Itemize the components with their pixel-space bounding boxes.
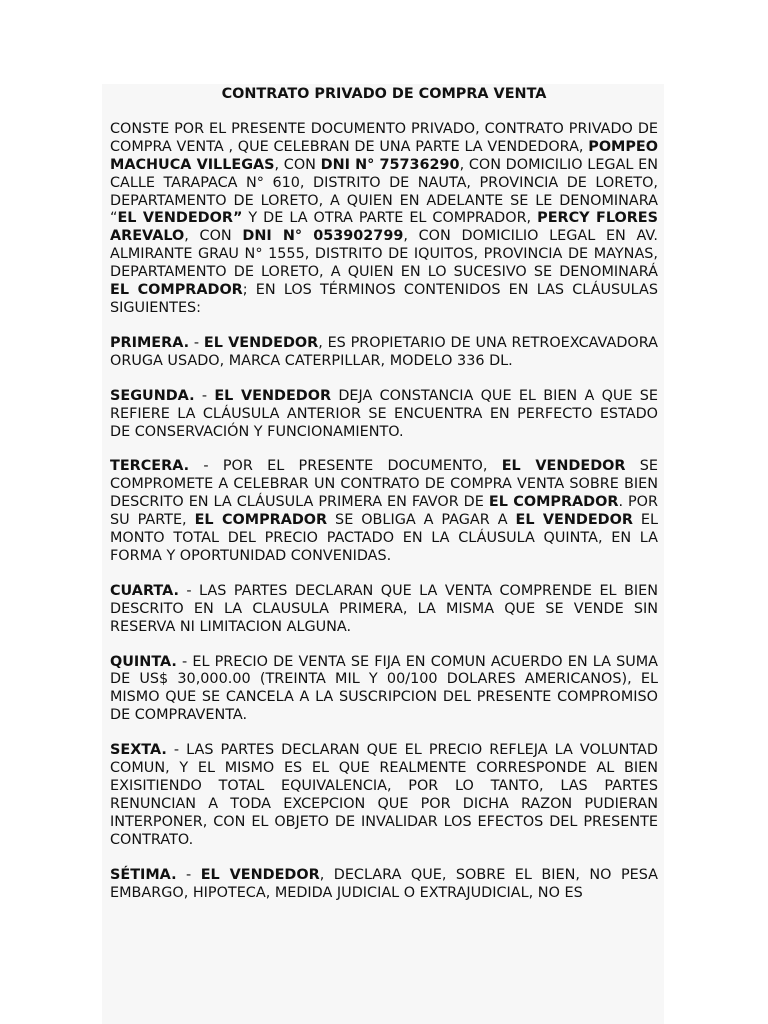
- text-run: , CON: [274, 156, 321, 173]
- text-run: . POR SU PARTE,: [110, 494, 659, 529]
- bold-text-run: SEXTA.: [110, 742, 167, 759]
- text-run: - LAS PARTES DECLARAN QUE EL PRECIO REFLEJA LA VOLUNTAD COMUN, Y EL MISMO ES EL QUE REALMENTE CORRESPONDE AL BIEN EXISITIENDO TOTAL EQUIVALENCIA, POR LO TANTO, LAS PARTES RENUNCIAN A TODA EXCEPCION QUE POR DICHA RAZON PUDIERAN INTERPONER, CON EL OBJETO DE INVALIDAR LOS EFECTOS DEL PRESENTE CONTRATO.: [110, 742, 658, 848]
- text-run: -: [194, 387, 215, 404]
- document-title: CONTRATO PRIVADO DE COMPRA VENTA: [221, 86, 547, 102]
- bold-text-run: EL VENDEDOR”: [117, 210, 243, 227]
- document-body: [110, 86, 658, 919]
- clause-primera: [110, 335, 658, 371]
- bold-text-run: QUINTA.: [110, 653, 177, 670]
- bold-text-run: EL COMPRADOR: [194, 512, 328, 529]
- bold-text-run: POMPEO MACHUCA VILLEGAS: [110, 138, 658, 173]
- clause-cuarta: [110, 583, 658, 637]
- text-run: - EL PRECIO DE VENTA SE FIJA EN COMUN ACUERDO EN LA SUMA DE US$ 30,000.00 (TREINTA MIL Y 00/100 DOLARES AMERICANOS), EL MISMO QUE SE CANCELA A LA SUSCRIPCION DEL PRESENTE COMPROMISO DE COMPRAVENTA.: [110, 653, 658, 724]
- text-run: , CON DOMICILIO LEGAL EN CALLE TARAPACA N° 610, DISTRITO DE NAUTA, PROVINCIA DE LORETO, DEPARTAMENTO DE LORETO, A QUIEN EN ADELANTE SE LE DENOMINARA “: [110, 156, 658, 227]
- bold-text-run: EL VENDEDOR: [203, 334, 319, 351]
- text-run: ; EN LOS TÉRMINOS CONTENIDOS EN LAS CLÁUSULAS SIGUIENTES:: [110, 282, 658, 316]
- bold-text-run: DNI N° 053902799: [242, 228, 404, 245]
- clause-segunda: [110, 388, 658, 442]
- text-run: DEJA CONSTANCIA QUE EL BIEN A QUE SE REFIERE LA CLÁUSULA ANTERIOR SE ENCUENTRA EN PERFECTO ESTADO DE CONSERVACIÓN Y FUNCIONAMIENTO.: [110, 387, 659, 440]
- clause-tercera: [110, 458, 658, 565]
- bold-text-run: SEGUNDA.: [110, 387, 195, 404]
- text-run: - POR EL PRESENTE DOCUMENTO,: [189, 458, 502, 475]
- bold-text-run: TERCERA.: [110, 458, 190, 475]
- paragraph-intro: [110, 121, 658, 318]
- text-run: , DECLARA QUE, SOBRE EL BIEN, NO PESA EMBARGO, HIPOTECA, MEDIDA JUDICIAL O EXTRAJUDICIAL, NO ES: [110, 866, 658, 901]
- text-run: -: [189, 334, 204, 351]
- bold-text-run: EL VENDEDOR: [214, 387, 332, 404]
- bold-text-run: EL VENDEDOR: [515, 512, 633, 529]
- text-run: CONSTE POR EL PRESENTE DOCUMENTO PRIVADO, CONTRATO PRIVADO DE COMPRA VENTA , QUE CELEBRAN DE UNA PARTE LA VENDEDORA,: [110, 120, 658, 155]
- text-run: -: [176, 866, 201, 883]
- text-run: , CON: [184, 228, 243, 245]
- bold-text-run: EL COMPRADOR: [488, 494, 619, 511]
- bold-text-run: PERCY FLORES AREVALO: [110, 210, 659, 245]
- clause-setima: [110, 867, 658, 903]
- text-run: , CON DOMICILIO LEGAL EN AV. ALMIRANTE GRAU N° 1555, DISTRITO DE IQUITOS, PROVINCIA DE MAYNAS, DEPARTAMENTO DE LORETO, A QUIEN EN LO SUCESIVO SE DENOMINARÁ: [110, 228, 658, 281]
- bold-text-run: CUARTA.: [110, 582, 179, 599]
- bold-text-run: PRIMERA.: [110, 334, 190, 351]
- text-run: , ES PROPIETARIO DE UNA RETROEXCAVADORA ORUGA USADO, MARCA CATERPILLAR, MODELO 336 DL.: [110, 334, 658, 369]
- bold-text-run: DNI N° 75736290: [320, 156, 460, 173]
- text-run: SE OBLIGA A PAGAR A: [327, 512, 516, 529]
- bold-text-run: SÉTIMA.: [110, 866, 177, 883]
- clause-sexta: [110, 742, 658, 849]
- bold-text-run: EL VENDEDOR: [501, 458, 626, 475]
- text-run: - LAS PARTES DECLARAN QUE LA VENTA COMPRENDE EL BIEN DESCRITO EN LA CLAUSULA PRIMERA, LA MISMA QUE SE VENDE SIN RESERVA NI LIMITACION ALGUNA.: [110, 582, 658, 635]
- text-run: SE COMPROMETE A CELEBRAR UN CONTRATO DE COMPRA VENTA SOBRE BIEN DESCRITO EN LA CLÁUSULA PRIMERA EN FAVOR DE: [110, 458, 658, 511]
- text-run: Y DE LA OTRA PARTE EL COMPRADOR,: [242, 210, 538, 227]
- bold-text-run: EL COMPRADOR: [110, 282, 243, 299]
- bold-text-run: EL VENDEDOR: [200, 866, 320, 883]
- text-run: EL MONTO TOTAL DEL PRECIO PACTADO EN LA CLÁUSULA QUINTA, EN LA FORMA Y OPORTUNIDAD CONVENIDAS.: [110, 512, 659, 564]
- clause-quinta: [110, 654, 658, 726]
